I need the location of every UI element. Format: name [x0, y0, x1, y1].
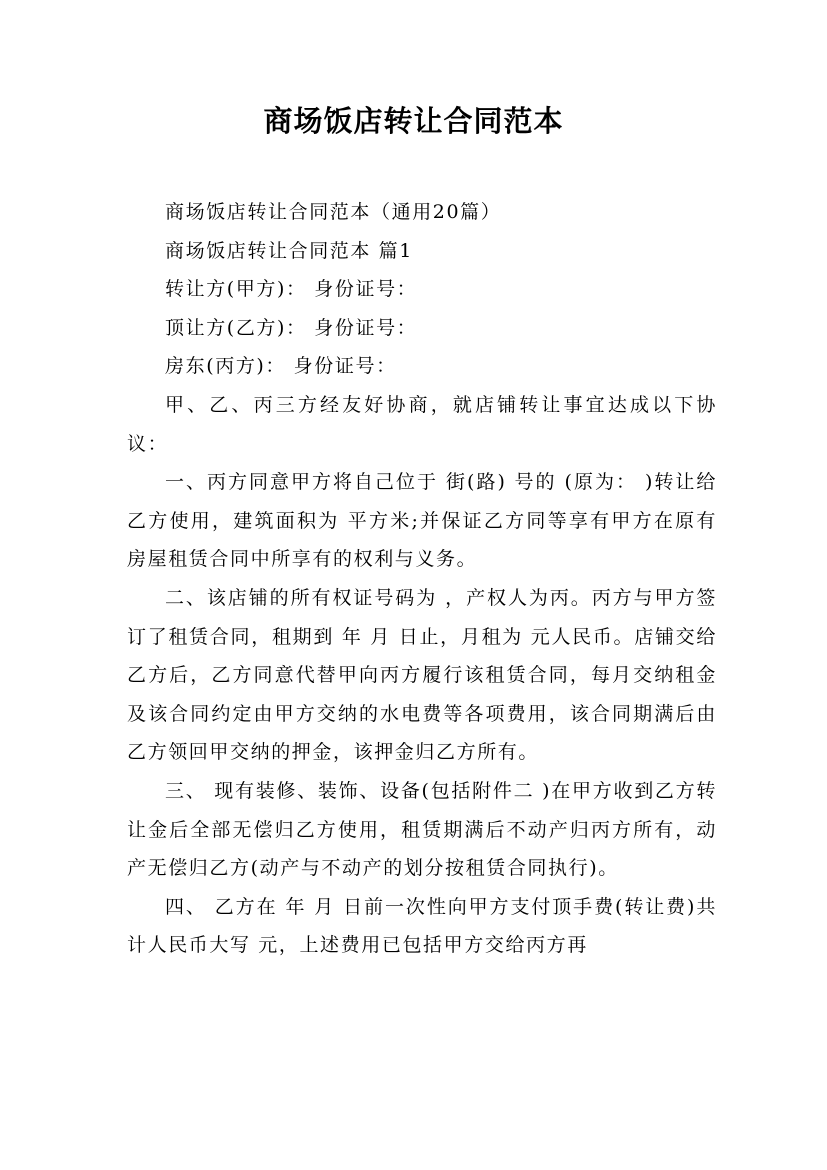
- paragraph-agreement-intro: 甲、乙、丙三方经友好协商，就店铺转让事宜达成以下协议：: [127, 393, 717, 455]
- document-body: [127, 193, 717, 965]
- paragraph-section-heading: 商场饭店转让合同范本 篇1: [165, 239, 413, 262]
- paragraph-party-a: 转让方(甲方)： 身份证号：: [165, 278, 418, 301]
- paragraph-clause-1: 一、丙方同意甲方将自己位于 街(路) 号的 (原为： )转让给乙方使用，建筑面积为 平方米;并保证乙方同等享有甲方在原有房屋租赁合同中所享有的权利与义务。: [127, 471, 717, 571]
- paragraph-doc-heading: 商场饭店转让合同范本（通用20篇）: [165, 201, 502, 223]
- paragraph-party-b: 顶让方(乙方)： 身份证号：: [165, 316, 418, 339]
- paragraph-clause-2: 二、该店铺的所有权证号码为 ，产权人为丙。丙方与甲方签订了租赁合同，租期到 年 月 日止，月租为 元人民币。店铺交给乙方后，乙方同意代替甲向丙方履行该租赁合同，每月交纳租金及该合同约定由甲方交纳的水电费等各项费用，该合同期满后由乙方领回甲交纳的押金，该押金归乙方所有。: [127, 586, 717, 764]
- paragraph-clause-4: 四、 乙方在 年 月 日前一次性向甲方支付顶手费(转让费)共计人民币大写 元，上述费用已包括甲方交给丙方再: [127, 895, 717, 957]
- document-title: 商场饭店转让合同范本: [263, 104, 564, 138]
- paragraph-clause-3: 三、 现有装修、装饰、设备(包括附件二 )在甲方收到乙方转让金后全部无偿归乙方使用，租赁期满后不动产归丙方所有，动产无偿归乙方(动产与不动产的划分按租赁合同执行)。: [127, 779, 717, 880]
- paragraph-party-c: 房东(丙方)： 身份证号：: [165, 355, 397, 378]
